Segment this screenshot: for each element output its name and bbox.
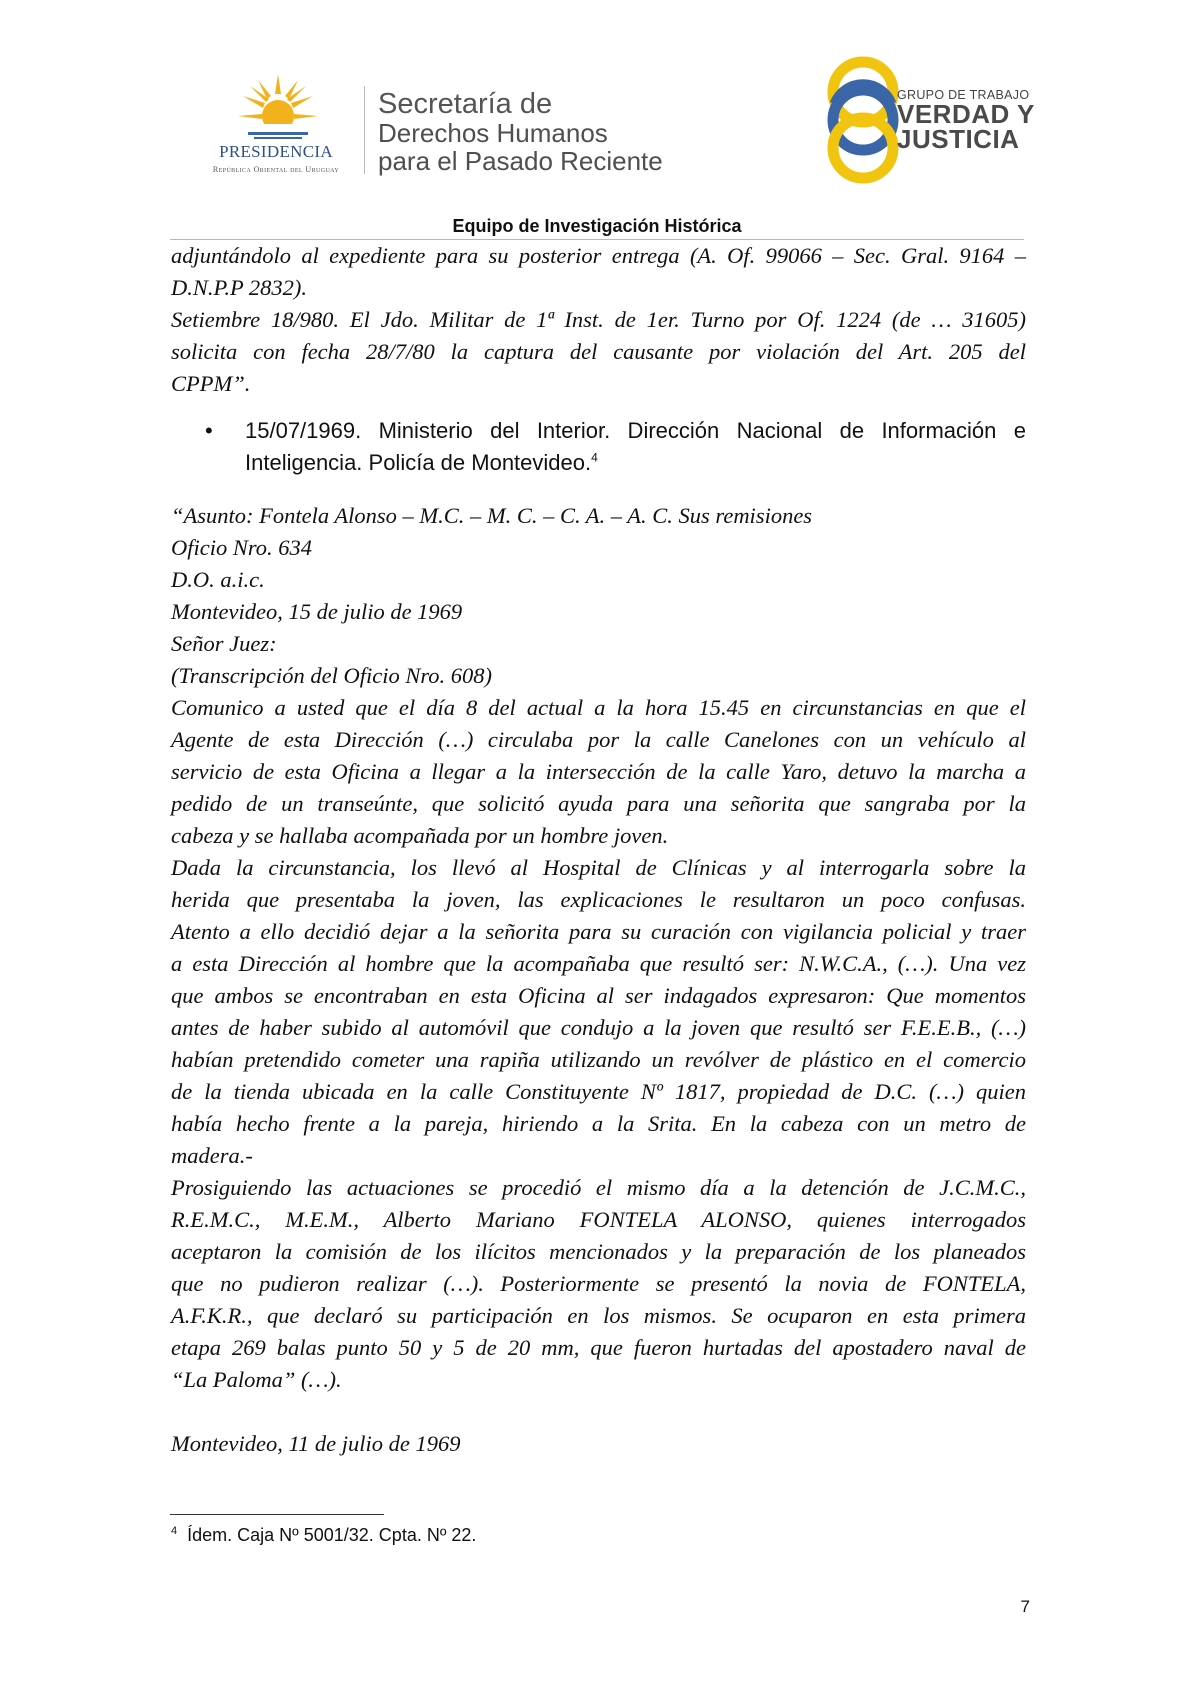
text-line: aceptaron la comisión de los ilícitos mencionados y la preparación de los planeados xyxy=(171,1239,1026,1264)
footnote-rule xyxy=(170,1514,384,1515)
text-line: cabeza y se hallaba acompañada por un hombre joven. xyxy=(171,823,669,848)
vyj-line-2: VERDAD Y xyxy=(897,99,1035,129)
text-line: solicita con fecha 28/7/80 la captura del causante por violación del Art. 205 del xyxy=(171,339,1026,364)
oficio-number: Oficio Nro. 634 xyxy=(171,535,313,560)
closing-date xyxy=(171,1428,1026,1460)
text-line: adjuntándolo al expediente para su posterior entrega (A. Of. 99066 – Sec. Gral. 9164 – xyxy=(171,243,1026,268)
paragraph-3 xyxy=(171,692,1026,852)
paragraph-2 xyxy=(171,304,1026,400)
footnote xyxy=(171,1525,476,1546)
text-line: Setiembre 18/980. El Jdo. Militar de 1ª Inst. de 1er. Turno por Of. 1224 (de … 31605) xyxy=(171,307,1026,332)
bullet-line-2 xyxy=(245,447,1026,479)
text-line: Agente de esta Dirección (…) circulaba por la calle Canelones con un vehículo al xyxy=(171,727,1026,752)
text-line: habían pretendido cometer una rapiña utilizando un revólver de plástico en el comercio xyxy=(171,1047,1026,1072)
text-line: madera.- xyxy=(171,1143,253,1168)
secretaria-line-3: para el Pasado Reciente xyxy=(378,146,663,176)
text-line: de la tienda ubicada en la calle Constituyente Nº 1817, propiedad de D.C. (…) quien xyxy=(171,1079,1026,1104)
text-line: pedido de un transeúnte, que solicitó ayuda para una señorita que sangraba por la xyxy=(171,791,1026,816)
text-line: Prosiguiendo las actuaciones se procedió el mismo día a la detención de J.C.M.C., xyxy=(171,1175,1026,1200)
vyj-line-1: GRUPO DE TRABAJO xyxy=(897,88,1030,102)
presidencia-name: PRESIDENCIA xyxy=(219,142,333,161)
oficio-header xyxy=(171,500,1026,692)
text-line: a esta Dirección al hombre que la acompañaba que resultó ser: N.W.C.A., (…). Una vez xyxy=(171,951,1026,976)
paragraph-1 xyxy=(171,240,1026,304)
text-line: D.N.P.P 2832). xyxy=(171,275,308,300)
secretaria-line-1: Secretaría de xyxy=(378,88,553,120)
verdad-justicia-rings-icon xyxy=(823,56,903,184)
presidencia-subtitle: República Oriental del Uruguay xyxy=(212,165,340,174)
bullet-icon: • xyxy=(205,418,213,443)
text-line: Dada la circunstancia, los llevó al Hospital de Clínicas y al interrogarla sobre la xyxy=(171,855,1026,880)
secretaria-logo-text xyxy=(378,90,663,175)
vyj-line-3: JUSTICIA xyxy=(897,124,1020,154)
footnote-reference[interactable]: 4 xyxy=(591,450,598,465)
oficio-dept: D.O. a.i.c. xyxy=(171,567,265,592)
verdad-justicia-logo-text xyxy=(897,88,1035,152)
paragraph-5 xyxy=(171,1172,1026,1396)
bullet-text xyxy=(245,415,1026,479)
page-number: 7 xyxy=(1020,1597,1030,1616)
footnote-text: Ídem. Caja Nº 5001/32. Cpta. Nº 22. xyxy=(187,1525,477,1545)
closing-date-text: Montevideo, 11 de julio de 1969 xyxy=(171,1431,461,1456)
secretaria-line-2: Derechos Humanos xyxy=(378,118,608,148)
text-line: herida que presentaba la joven, las explicaciones le resultaron un poco confusas. xyxy=(171,887,1026,912)
text-line: que no pudieron realizar (…). Posteriormente se presentó la novia de FONTELA, xyxy=(171,1271,1026,1296)
oficio-subject: “Asunto: Fontela Alonso – M.C. – M. C. – C. A. – A. C. Sus remisiones xyxy=(171,503,813,528)
footnote-number: 4 xyxy=(171,1525,178,1537)
text-line: “La Paloma” (…). xyxy=(171,1367,342,1392)
bullet-line-2-text: Inteligencia. Policía de Montevideo. xyxy=(245,450,592,475)
oficio-salutation: Señor Juez: xyxy=(171,631,277,656)
header-divider xyxy=(364,86,365,174)
presidencia-logo xyxy=(196,72,356,182)
paragraph-4 xyxy=(171,852,1026,1172)
oficio-transcription: (Transcripción del Oficio Nro. 608) xyxy=(171,663,493,688)
sun-emblem-icon xyxy=(238,72,318,142)
team-title: Equipo de Investigación Histórica xyxy=(452,216,742,236)
text-line: que ambos se encontraban en esta Oficina al ser indagados expresaron: Que momentos xyxy=(171,983,1026,1008)
bullet-line-1: 15/07/1969. Ministerio del Interior. Dirección Nacional de Información e xyxy=(245,418,1026,443)
text-line: Comunico a usted que el día 8 del actual a la hora 15.45 en circunstancias en que el xyxy=(171,695,1026,720)
text-line: servicio de esta Oficina a llegar a la intersección de la calle Yaro, detuvo la marcha a xyxy=(171,759,1026,784)
text-line: R.E.M.C., M.E.M., Alberto Mariano FONTELA ALONSO, quienes interrogados xyxy=(171,1207,1026,1232)
text-line: Atento a ello decidió dejar a la señorita para su curación con vigilancia policial y traer xyxy=(171,919,1026,944)
text-line: A.F.K.R., que declaró su participación en los mismos. Se ocuparon en esta primera xyxy=(171,1303,1026,1328)
text-line: antes de haber subido al automóvil que condujo a la joven que resultó ser F.E.E.B., (…) xyxy=(171,1015,1026,1040)
text-line: había hecho frente a la pareja, hiriendo a la Srita. En la cabeza con un metro de xyxy=(171,1111,1026,1136)
oficio-date: Montevideo, 15 de julio de 1969 xyxy=(171,599,463,624)
text-line: etapa 269 balas punto 50 y 5 de 20 mm, que fueron hurtadas del apostadero naval de xyxy=(171,1335,1026,1360)
page-header xyxy=(0,0,1190,236)
text-line: CPPM”. xyxy=(171,371,251,396)
